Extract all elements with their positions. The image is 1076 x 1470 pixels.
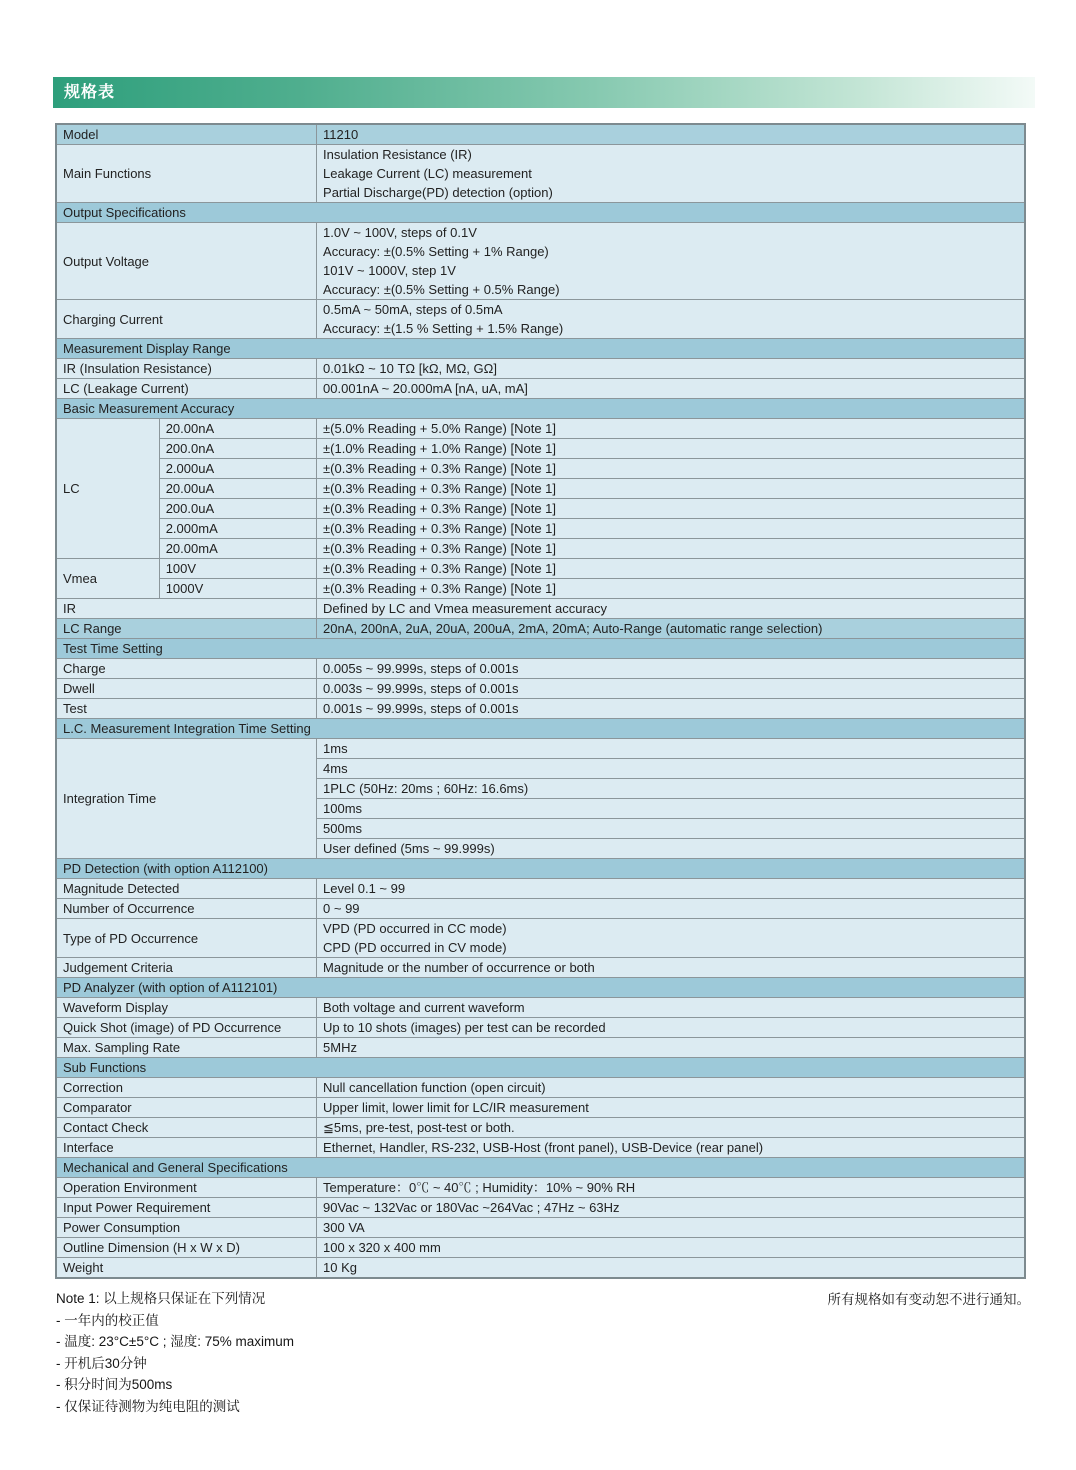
section-header-cell: Mechanical and General Specifications bbox=[56, 1158, 1025, 1178]
spec-label-cell: Dwell bbox=[56, 679, 317, 699]
spec-value-line: 00.001nA ~ 20.000mA [nA, uA, mA] bbox=[323, 381, 528, 396]
spec-value-cell bbox=[317, 1258, 1025, 1279]
spec-value-cell bbox=[317, 1098, 1025, 1118]
spec-range-cell: 2.000uA bbox=[159, 459, 316, 479]
spec-value-cell bbox=[317, 1198, 1025, 1218]
spec-row bbox=[56, 739, 1025, 759]
spec-label-cell: Contact Check bbox=[56, 1118, 317, 1138]
spec-range-cell: 100V bbox=[159, 559, 316, 579]
spec-value-line: Level 0.1 ~ 99 bbox=[323, 881, 406, 896]
spec-table-body bbox=[56, 124, 1025, 1278]
section-row bbox=[56, 399, 1025, 419]
spec-row bbox=[56, 1038, 1025, 1058]
spec-value-cell bbox=[317, 1038, 1025, 1058]
section-row bbox=[56, 639, 1025, 659]
spec-label-cell: Number of Occurrence bbox=[56, 899, 317, 919]
spec-value-cell bbox=[317, 379, 1025, 399]
spec-label-cell: Comparator bbox=[56, 1098, 317, 1118]
spec-label-cell: IR bbox=[56, 599, 317, 619]
spec-label-cell: Charge bbox=[56, 659, 317, 679]
spec-value-cell: 1PLC (50Hz: 20ms ; 60Hz: 16.6ms) bbox=[317, 779, 1025, 799]
spec-label-cell: Waveform Display bbox=[56, 998, 317, 1018]
spec-label-cell: Magnitude Detected bbox=[56, 879, 317, 899]
spec-row bbox=[56, 699, 1025, 719]
spec-value-line: 90Vac ~ 132Vac or 180Vac ~264Vac ; 47Hz ~ 63Hz bbox=[323, 1200, 620, 1215]
spec-label-cell: Model bbox=[56, 124, 317, 145]
spec-value-line: 5MHz bbox=[323, 1040, 357, 1055]
spec-value-line: Leakage Current (LC) measurement bbox=[323, 166, 532, 181]
spec-value-line: 0.01kΩ ~ 10 TΩ [kΩ, MΩ, GΩ] bbox=[323, 361, 497, 376]
spec-value-cell bbox=[317, 619, 1025, 639]
spec-value-cell bbox=[317, 659, 1025, 679]
spec-value-cell bbox=[317, 1118, 1025, 1138]
spec-value-line: Up to 10 shots (images) per test can be recorded bbox=[323, 1020, 606, 1035]
spec-row bbox=[56, 479, 1025, 499]
spec-label-cell: Judgement Criteria bbox=[56, 958, 317, 978]
section-header-cell: Output Specifications bbox=[56, 203, 1025, 223]
spec-value-line: 1.0V ~ 100V, steps of 0.1V bbox=[323, 225, 477, 240]
section-header-cell: Test Time Setting bbox=[56, 639, 1025, 659]
section-row bbox=[56, 1058, 1025, 1078]
spec-label-cell: Outline Dimension (H x W x D) bbox=[56, 1238, 317, 1258]
spec-label-cell: Max. Sampling Rate bbox=[56, 1038, 317, 1058]
spec-value-line: 10 Kg bbox=[323, 1260, 358, 1275]
spec-row bbox=[56, 379, 1025, 399]
spec-value-cell: ±(0.3% Reading + 0.3% Range) [Note 1] bbox=[317, 539, 1025, 559]
section-row bbox=[56, 859, 1025, 879]
spec-label-cell: Quick Shot (image) of PD Occurrence bbox=[56, 1018, 317, 1038]
spec-label-cell: Weight bbox=[56, 1258, 317, 1279]
spec-row bbox=[56, 124, 1025, 145]
spec-value-cell bbox=[317, 919, 1025, 958]
spec-row bbox=[56, 579, 1025, 599]
spec-value-cell: 1ms bbox=[317, 739, 1025, 759]
spec-value-cell bbox=[317, 300, 1025, 339]
spec-row bbox=[56, 1178, 1025, 1198]
spec-value-cell bbox=[317, 359, 1025, 379]
spec-value-line: 0.003s ~ 99.999s, steps of 0.001s bbox=[323, 681, 519, 696]
spec-label-cell: Output Voltage bbox=[56, 223, 317, 300]
spec-value-line: Both voltage and current waveform bbox=[323, 1000, 525, 1015]
spec-value-cell bbox=[317, 679, 1025, 699]
spec-row bbox=[56, 1218, 1025, 1238]
section-header-cell: PD Detection (with option A112100) bbox=[56, 859, 1025, 879]
spec-value-cell: ±(5.0% Reading + 5.0% Range) [Note 1] bbox=[317, 419, 1025, 439]
section-row bbox=[56, 339, 1025, 359]
section-row bbox=[56, 203, 1025, 223]
note-line: Note 1: 以上规格只保证在下列情况 bbox=[56, 1291, 266, 1306]
spec-row bbox=[56, 1198, 1025, 1218]
spec-value-line: 11210 bbox=[323, 127, 359, 142]
spec-value-line: Magnitude or the number of occurrence or both bbox=[323, 960, 595, 975]
section-header-cell: Basic Measurement Accuracy bbox=[56, 399, 1025, 419]
section-header-cell: Sub Functions bbox=[56, 1058, 1025, 1078]
spec-row bbox=[56, 958, 1025, 978]
spec-range-cell: 20.00mA bbox=[159, 539, 316, 559]
spec-value-cell bbox=[317, 1018, 1025, 1038]
spec-row bbox=[56, 519, 1025, 539]
spec-label-cell: LC (Leakage Current) bbox=[56, 379, 317, 399]
section-header-cell: L.C. Measurement Integration Time Setting bbox=[56, 719, 1025, 739]
spec-value-cell bbox=[317, 1078, 1025, 1098]
section-banner bbox=[53, 77, 1035, 108]
spec-row bbox=[56, 499, 1025, 519]
spec-row bbox=[56, 1118, 1025, 1138]
spec-value-cell bbox=[317, 899, 1025, 919]
spec-row bbox=[56, 679, 1025, 699]
spec-value-cell: ±(0.3% Reading + 0.3% Range) [Note 1] bbox=[317, 499, 1025, 519]
spec-row bbox=[56, 359, 1025, 379]
spec-label-cell: Charging Current bbox=[56, 300, 317, 339]
section-row bbox=[56, 719, 1025, 739]
spec-value-cell: 100ms bbox=[317, 799, 1025, 819]
change-notice: 所有规格如有变动恕不进行通知。 bbox=[827, 1292, 1030, 1307]
spec-value-line: Accuracy: ±(1.5 % Setting + 1.5% Range) bbox=[323, 321, 564, 336]
spec-value-cell bbox=[317, 1238, 1025, 1258]
spec-value-cell: ±(0.3% Reading + 0.3% Range) [Note 1] bbox=[317, 519, 1025, 539]
spec-value-line: Upper limit, lower limit for LC/IR measurement bbox=[323, 1100, 589, 1115]
spec-row bbox=[56, 300, 1025, 339]
spec-value-cell: 500ms bbox=[317, 819, 1025, 839]
spec-value-cell bbox=[317, 1138, 1025, 1158]
spec-row bbox=[56, 879, 1025, 899]
spec-label-cell: Interface bbox=[56, 1138, 317, 1158]
spec-value-cell bbox=[317, 145, 1025, 203]
spec-label-cell: Correction bbox=[56, 1078, 317, 1098]
spec-value-cell bbox=[317, 699, 1025, 719]
spec-label-cell: Power Consumption bbox=[56, 1218, 317, 1238]
spec-range-cell: 1000V bbox=[159, 579, 316, 599]
spec-label-cell: Input Power Requirement bbox=[56, 1198, 317, 1218]
spec-value-line: Temperature：0℃ ~ 40℃ ; Humidity：10% ~ 90% RH bbox=[323, 1180, 636, 1195]
note-line: - 开机后30分钟 bbox=[56, 1355, 147, 1371]
note-line: - 温度: 23°C±5°C ; 湿度: 75% maximum bbox=[56, 1334, 295, 1349]
spec-value-line: 0.5mA ~ 50mA, steps of 0.5mA bbox=[323, 302, 503, 317]
spec-value-cell bbox=[317, 879, 1025, 899]
spec-value-line: CPD (PD occurred in CV mode) bbox=[323, 940, 507, 955]
spec-range-cell: 20.00uA bbox=[159, 479, 316, 499]
spec-value-cell: ±(0.3% Reading + 0.3% Range) [Note 1] bbox=[317, 559, 1025, 579]
spec-value-cell bbox=[317, 1218, 1025, 1238]
spec-label-cell: Type of PD Occurrence bbox=[56, 919, 317, 958]
section-header-cell: Measurement Display Range bbox=[56, 339, 1025, 359]
spec-value-line: Insulation Resistance (IR) bbox=[323, 147, 472, 162]
spec-row bbox=[56, 439, 1025, 459]
spec-value-line: VPD (PD occurred in CC mode) bbox=[323, 921, 507, 936]
spec-value-line: Ethernet, Handler, RS-232, USB-Host (front panel), USB-Device (rear panel) bbox=[323, 1140, 764, 1155]
spec-value-cell bbox=[317, 124, 1025, 145]
spec-row bbox=[56, 1238, 1025, 1258]
spec-value-line: Accuracy: ±(0.5% Setting + 0.5% Range) bbox=[323, 282, 560, 297]
spec-row bbox=[56, 1138, 1025, 1158]
spec-row bbox=[56, 659, 1025, 679]
spec-row bbox=[56, 559, 1025, 579]
spec-label-cell: Operation Environment bbox=[56, 1178, 317, 1198]
spec-row bbox=[56, 419, 1025, 439]
spec-range-cell: 20.00nA bbox=[159, 419, 316, 439]
spec-value-cell bbox=[317, 599, 1025, 619]
spec-value-cell: ±(1.0% Reading + 1.0% Range) [Note 1] bbox=[317, 439, 1025, 459]
spec-row bbox=[56, 1098, 1025, 1118]
spec-value-line: 0.001s ~ 99.999s, steps of 0.001s bbox=[323, 701, 519, 716]
spec-value-line: ≦5ms, pre-test, post-test or both. bbox=[323, 1120, 515, 1135]
spec-label-cell: Test bbox=[56, 699, 317, 719]
notes bbox=[56, 1288, 294, 1417]
spec-value-cell: User defined (5ms ~ 99.999s) bbox=[317, 839, 1025, 859]
spec-value-cell: ±(0.3% Reading + 0.3% Range) [Note 1] bbox=[317, 459, 1025, 479]
spec-value-cell bbox=[317, 958, 1025, 978]
section-header-cell: PD Analyzer (with option of A112101) bbox=[56, 978, 1025, 998]
spec-table bbox=[55, 123, 1026, 1279]
spec-value-line: Null cancellation function (open circuit) bbox=[323, 1080, 546, 1095]
spec-row bbox=[56, 599, 1025, 619]
spec-value-cell bbox=[317, 998, 1025, 1018]
spec-value-line: Partial Discharge(PD) detection (option) bbox=[323, 185, 553, 200]
spec-value-line: 0.005s ~ 99.999s, steps of 0.001s bbox=[323, 661, 519, 676]
spec-group-label-cell: Integration Time bbox=[56, 739, 317, 859]
note-line: - 一年内的校正值 bbox=[56, 1312, 159, 1328]
section-row bbox=[56, 1158, 1025, 1178]
section-banner-title: 规格表 bbox=[64, 84, 116, 101]
spec-row bbox=[56, 619, 1025, 639]
spec-range-cell: 200.0uA bbox=[159, 499, 316, 519]
spec-value-line: Defined by LC and Vmea measurement accuracy bbox=[323, 601, 608, 616]
spec-range-cell: 2.000mA bbox=[159, 519, 316, 539]
spec-value-line: 101V ~ 1000V, step 1V bbox=[323, 263, 456, 278]
spec-row bbox=[56, 1018, 1025, 1038]
spec-row bbox=[56, 459, 1025, 479]
spec-label-cell: IR (Insulation Resistance) bbox=[56, 359, 317, 379]
spec-value-cell bbox=[317, 223, 1025, 300]
spec-row bbox=[56, 223, 1025, 300]
spec-label-cell: Main Functions bbox=[56, 145, 317, 203]
spec-value-cell bbox=[317, 1178, 1025, 1198]
note-line: - 积分时间为500ms bbox=[56, 1377, 173, 1392]
spec-row bbox=[56, 145, 1025, 203]
spec-range-cell: 200.0nA bbox=[159, 439, 316, 459]
spec-value-line: 0 ~ 99 bbox=[323, 901, 360, 916]
spec-value-cell: 4ms bbox=[317, 759, 1025, 779]
spec-label-cell: LC Range bbox=[56, 619, 317, 639]
note-line: - 仅保证待测物为纯电阻的测试 bbox=[56, 1398, 240, 1414]
spec-value-cell: ±(0.3% Reading + 0.3% Range) [Note 1] bbox=[317, 479, 1025, 499]
spec-group-label-cell: Vmea bbox=[56, 559, 159, 599]
spec-row bbox=[56, 998, 1025, 1018]
spec-row bbox=[56, 539, 1025, 559]
section-row bbox=[56, 978, 1025, 998]
spec-value-line: Accuracy: ±(0.5% Setting + 1% Range) bbox=[323, 244, 549, 259]
spec-value-cell: ±(0.3% Reading + 0.3% Range) [Note 1] bbox=[317, 579, 1025, 599]
spec-row bbox=[56, 919, 1025, 958]
spec-row bbox=[56, 1258, 1025, 1279]
spec-row bbox=[56, 899, 1025, 919]
spec-value-line: 300 VA bbox=[323, 1220, 365, 1235]
spec-value-line: 20nA, 200nA, 2uA, 20uA, 200uA, 2mA, 20mA; Auto-Range (automatic range selection) bbox=[323, 621, 823, 636]
spec-row bbox=[56, 1078, 1025, 1098]
spec-value-line: 100 x 320 x 400 mm bbox=[323, 1240, 441, 1255]
spec-group-label-cell: LC bbox=[56, 419, 159, 559]
